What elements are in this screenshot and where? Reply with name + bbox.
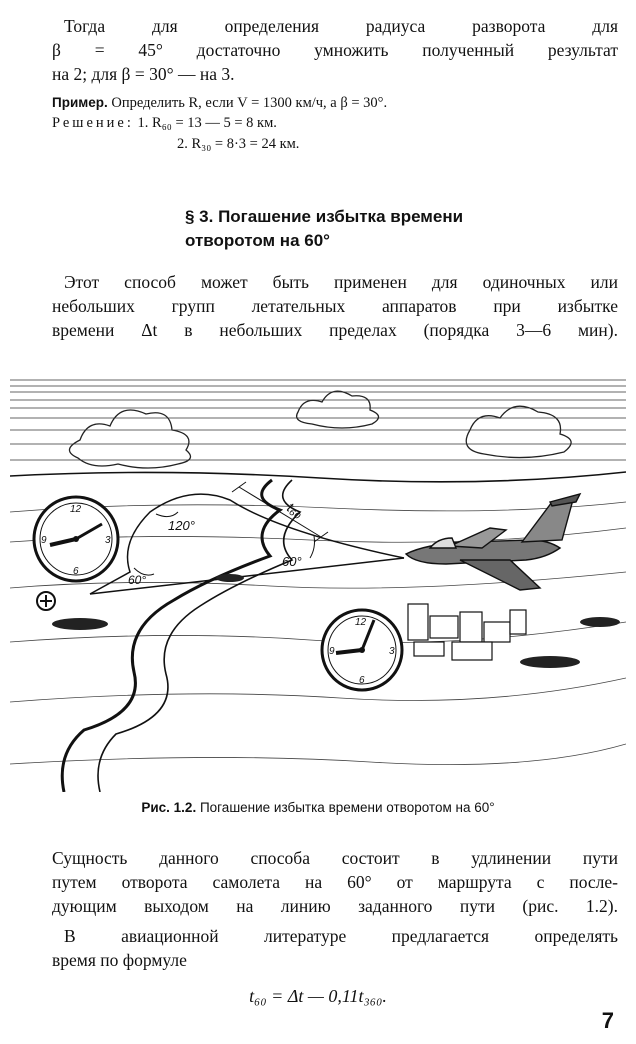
formula: t₆₀ = Δt — 0,11t₃₆₀. <box>249 986 387 1006</box>
solution-label: Решение: <box>52 115 134 131</box>
svg-text:6: 6 <box>359 675 365 686</box>
solution-step-2: 2. R₃₀ = 8·3 = 24 км. <box>177 136 300 152</box>
svg-text:12: 12 <box>355 617 367 628</box>
section-heading-line-2: отворотом на 60° <box>185 231 330 250</box>
para3-line-2: время по формуле <box>52 950 187 970</box>
svg-text:12: 12 <box>70 504 82 515</box>
svg-text:3: 3 <box>389 646 395 657</box>
svg-text:3: 3 <box>105 535 111 546</box>
clock-left <box>34 497 118 581</box>
clock-center <box>322 610 402 690</box>
para2-line-2: путем отворота самолета на 60° от маршрута с после- <box>52 872 618 892</box>
para2-line-1: Сущность данного способа состоит в удлинении пути <box>52 848 618 868</box>
label-angle-60-right: 60° <box>282 554 302 569</box>
solution-line <box>52 113 612 134</box>
example-label: Пример. <box>52 95 108 110</box>
figure-illustration <box>10 372 626 792</box>
figure-caption-text: Погашение избытка времени отворотом на 60° <box>199 800 495 815</box>
intro-line-1: Тогда для определения радиуса разворота для <box>64 16 618 36</box>
example-line <box>52 92 612 114</box>
section-heading <box>185 205 463 253</box>
svg-text:9: 9 <box>329 646 335 657</box>
page-number: 7 <box>601 1008 614 1033</box>
target-marker <box>37 592 55 610</box>
figure-caption-number: Рис. 1.2. <box>141 800 197 815</box>
section-heading-line-1: § 3. Погашение избытка времени <box>185 207 464 226</box>
para2-line-3: дующим выходом на линию заданного пути (рис. 1.2). <box>52 896 618 916</box>
intro-line-3: на 2; для β = 30° — на 3. <box>52 64 235 84</box>
solution-step-1: 1. R₆₀ = 13 — 5 = 8 км. <box>137 115 277 131</box>
label-t60: t₆₀ <box>284 498 306 521</box>
example-text: Определить R, если V = 1300 км/ч, а β = 30°. <box>111 95 388 111</box>
para1-line-1: Этот способ может быть применен для одиночных или <box>64 272 618 292</box>
para1-line-2: небольших групп летательных аппаратов при избытке <box>52 296 618 316</box>
label-angle-120: 120° <box>168 518 195 533</box>
intro-line-2: β = 45° достаточно умножить полученный результат <box>52 40 618 60</box>
svg-text:6: 6 <box>73 566 79 577</box>
svg-text:9: 9 <box>41 535 47 546</box>
para1-line-3: времени Δt в небольших пределах (порядка 3—6 мин). <box>52 320 618 340</box>
para3-line-1: В авиационной литературе предлагается определять <box>64 926 618 946</box>
label-angle-60-left: 60° <box>128 573 147 587</box>
figure-caption <box>0 800 636 815</box>
